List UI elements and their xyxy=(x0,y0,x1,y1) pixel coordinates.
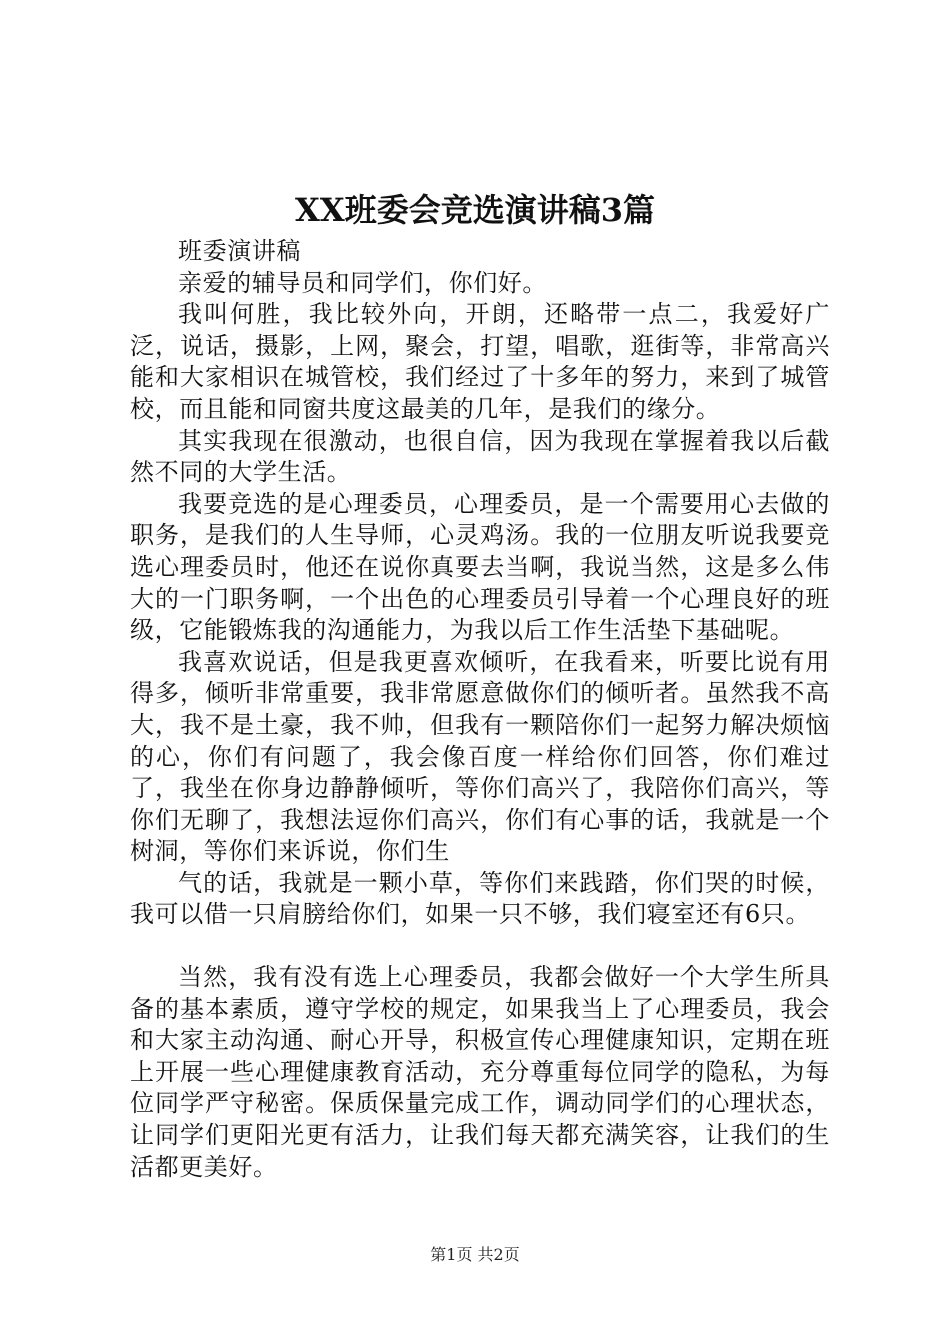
paragraph-position: 我要竞选的是心理委员，心理委员，是一个需要用心去做的职务，是我们的人生导师，心灵鸡汤。我的一位朋友听说我要竞选心理委员时，他还在说你真要去当啊，我说当然，这是多么伟大的一门职务啊，一个出色的心理委员引导着一个心理良好的班级，它能锻炼我的沟通能力，为我以后工作生活垫下基础呢。 xyxy=(130,489,830,645)
paragraph-heading: 班委演讲稿 xyxy=(178,237,301,265)
paragraph-listening: 我喜欢说话，但是我更喜欢倾听，在我看来，听要比说有用得多，倾听非常重要，我非常愿意做你们的倾听者。虽然我不高大，我不是土豪，我不帅，但我有一颗陪你们一起努力解决烦恼的心，你们有问题了，我会像百度一样给你们回答，你们难过了，我坐在你身边静静倾听，等你们高兴了，我陪你们高兴，等你们无聊了，我想法逗你们高兴，你们有心事的话，我就是一个树洞，等你们来诉说，你们生 xyxy=(130,647,830,866)
page-number: 第1页 共2页 xyxy=(430,1245,520,1264)
paragraph-introduction: 我叫何胜，我比较外向，开朗，还略带一点二，我爱好广泛，说话，摄影，上网，聚会，打望，唱歌，逛街等，非常高兴能和大家相识在城管校，我们经过了十多年的努力，来到了城管校，而且能和同窗共度这最美的几年，是我们的缘分。 xyxy=(130,300,830,423)
paragraph-confidence: 其实我现在很激动，也很自信，因为我现在掌握着我以后截然不同的大学生活。 xyxy=(130,426,830,487)
paragraph-support: 气的话，我就是一颗小草，等你们来践踏，你们哭的时候，我可以借一只肩膀给你们，如果一只不够，我们寝室还有6只。 xyxy=(130,868,830,929)
paragraph-commitment: 当然，我有没有选上心理委员，我都会做好一个大学生所具备的基本素质，遵守学校的规定，如果我当上了心理委员，我会和大家主动沟通、耐心开导，积极宣传心理健康知识，定期在班上开展一些心理健康教育活动，充分尊重每位同学的隐私，为每位同学严守秘密。保质保量完成工作，调动同学们的心理状态，让同学们更阳光更有活力，让我们每天都充满笑容，让我们的生活都更美好。 xyxy=(130,963,830,1181)
document-body xyxy=(130,236,830,1183)
paragraph-greeting: 亲爱的辅导员和同学们，你们好。 xyxy=(178,268,547,297)
document-title: XX班委会竞选演讲稿3篇 xyxy=(295,191,655,229)
